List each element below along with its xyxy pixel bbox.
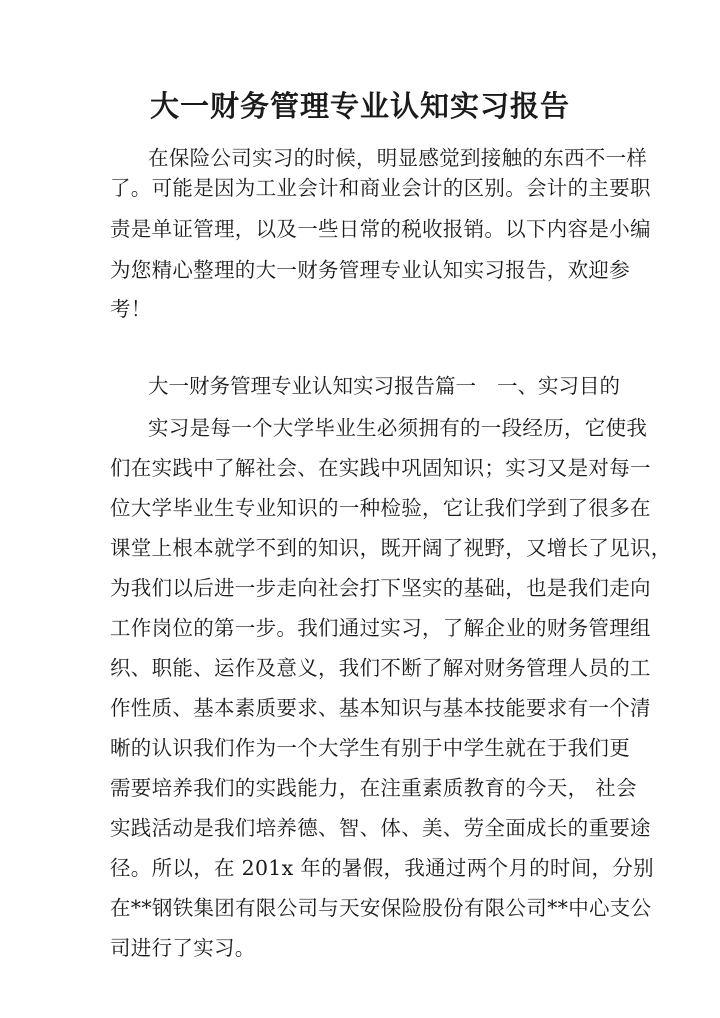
body-line-10: 需要培养我们的实践能力，在注重素质教育的今天， 社会	[110, 776, 637, 800]
body-line-1: 实习是每一个大学毕业生必须拥有的一段经历，它使我	[148, 416, 648, 440]
intro-line-2: 了。可能是因为工业会计和商业会计的区别。会计的主要职	[110, 176, 651, 200]
body-line-8: 作性质、基本素质要求、基本知识与基本技能要求有一个清	[110, 696, 651, 720]
body-line-3: 位大学毕业生专业知识的一种检验，它让我们学到了很多在	[110, 496, 651, 520]
body-line-7: 织、职能、运作及意义，我们不断了解对财务管理人员的工	[110, 656, 651, 680]
body-line-4: 课堂上根本就学不到的知识，既开阔了视野，又增长了见识，	[110, 536, 672, 560]
document-title: 大一财务管理专业认知实习报告	[149, 89, 570, 123]
body-line-11: 实践活动是我们培养德、智、体、美、劳全面成长的重要途	[110, 816, 651, 840]
section-subheading: 一、实习目的	[497, 374, 620, 398]
body-line-12: 径。所以，在 201x 年的暑假，我通过两个月的时间，分别	[110, 856, 654, 880]
intro-line-1: 在保险公司实习的时候，明显感觉到接触的东西不一样	[148, 146, 648, 170]
intro-line-3: 责是单证管理，以及一些日常的税收报销。以下内容是小编	[110, 217, 651, 241]
section-heading: 大一财务管理专业认知实习报告篇一	[148, 374, 476, 398]
body-line-6: 工作岗位的第一步。我们通过实习，了解企业的财务管理组	[110, 616, 651, 640]
body-line-14: 司进行了实习。	[110, 936, 256, 960]
body-line-9: 晰的认识我们作为一个大学生有别于中学生就在于我们更	[110, 736, 630, 760]
body-line-5: 为我们以后进一步走向社会打下坚实的基础，也是我们走向	[110, 576, 651, 600]
intro-line-5: 考！	[110, 297, 152, 321]
body-line-2: 们在实践中了解社会、在实践中巩固知识；实习又是对每一	[110, 456, 651, 480]
intro-line-4: 为您精心整理的大一财务管理专业认知实习报告，欢迎参	[110, 258, 630, 282]
body-line-13: 在**钢铁集团有限公司与天安保险股份有限公司**中心支公	[110, 896, 652, 920]
